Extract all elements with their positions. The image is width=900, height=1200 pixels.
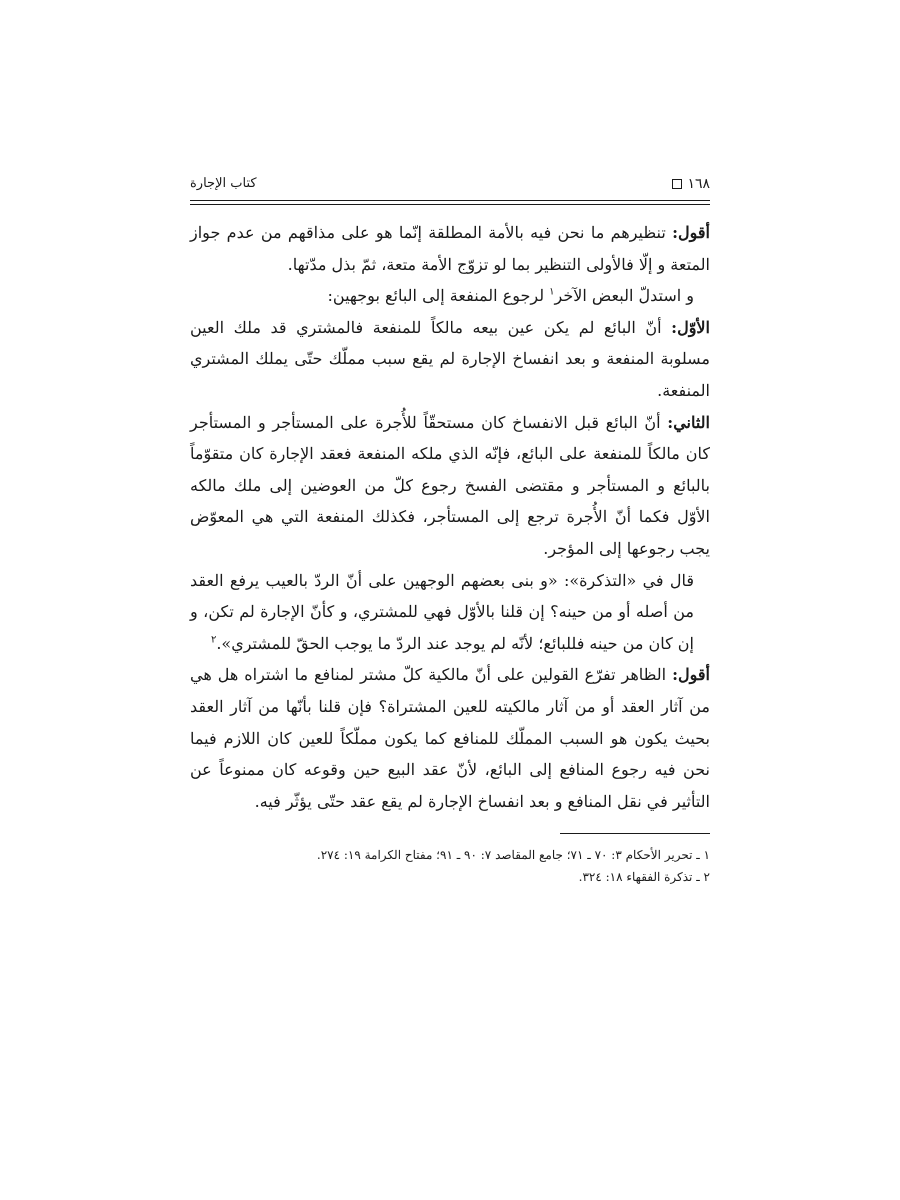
- paragraph-6: [190, 659, 710, 817]
- footnote-1: ١ ـ تحرير الأحكام ٣: ٧٠ ـ ٧١؛ جامع المقاصد ٧: ٩٠ ـ ٩١؛ مفتاح الكرامة ١٩: ٢٧٤.: [316, 848, 710, 863]
- book-title: كتاب الإجارة: [190, 176, 257, 191]
- page-number: ١٦٨: [687, 176, 710, 192]
- square-icon: [672, 179, 682, 189]
- paragraph-4: [190, 407, 710, 565]
- term-second: الثاني:: [667, 412, 710, 432]
- footnote-2: ٢ ـ تذكرة الفقهاء ١٨: ٣٢٤.: [578, 870, 710, 885]
- paragraph-5: [190, 565, 710, 660]
- footnotes: [190, 844, 710, 888]
- paragraph-1-text: تنظيرهم ما نحن فيه بالأمة المطلقة إنّما هو على مذاقهم من عدم جواز المتعة و إلّا فالأولى التنظير بما لو تزوّج الأمة متعة، ثمّ بذل مدّتها.: [190, 223, 710, 274]
- term-aqul-1: أقول:: [672, 223, 710, 242]
- paragraph-2-text: و استدلّ البعض الآخر: [554, 286, 694, 306]
- running-header: [190, 170, 710, 200]
- paragraph-1: [190, 217, 710, 280]
- paragraph-3: [190, 312, 710, 407]
- header-double-rule: [190, 200, 710, 205]
- paragraph-2: [190, 280, 710, 312]
- main-text: [190, 217, 710, 817]
- term-aqul-2: أقول:: [672, 665, 710, 685]
- paragraph-3-text: أنّ البائع لم يكن عين بيعه مالكاً للمنفعة فالمشتري قد ملك العين مسلوبة المنفعة و بعد انفساخ الإجارة لم يقع سبب مملّك حتّى يملك المشتري المنفعة.: [190, 317, 710, 400]
- paragraph-6-text: الظاهر تفرّع القولين على أنّ مالكية كلّ مشتر لمنافع ما اشتراه هل هي من آثار العقد أو من آثار مالكيته للعين المشتراة؟ فإن قلنا بأنّها من آثار العقد بحيث يكون هو السبب المملّك للمنافع كما يكون مملّكاً للعين كان اللازم فيما نحن فيه رجوع المنافع إلى البائع، لأنّ عقد البيع حين وقوعه كان ممنوعاً عن التأثير في نقل المنافع و بعد انفساخ الإجارة لم يقع عقد حتّى يؤثّر فيه.: [190, 665, 710, 811]
- page: [190, 170, 710, 888]
- footnote-ref-2: ٢: [210, 634, 217, 646]
- page-number-group: [672, 176, 710, 192]
- paragraph-5-text: قال في «التذكرة»: «و بنى بعضهم الوجهين على أنّ الردّ بالعيب يرفع العقد من أصله أو من حينه؟ إن قلنا بالأوّل فهي للمشتري، و كأنّ الإجارة لم تكن، و إن كان من حينه فللبائع؛ لأنّه لم يوجد عند الردّ ما يوجب الحقّ للمشتري».: [190, 570, 694, 653]
- paragraph-2-text-after: لرجوع المنفعة إلى البائع بوجهين:: [327, 286, 550, 306]
- footnote-ref-1: ١: [549, 286, 555, 298]
- paragraph-4-text: أنّ البائع قبل الانفساخ كان مستحقّاً للأُجرة على المستأجر و المستأجر كان مالكاً للمنفعة على البائع، فإنّه الذي ملكه المنفعة فعقد الإجارة كان متقوّماً بالبائع و المستأجر و مقتضى الفسخ رجوع كلّ من العوضين إلى ملك مالكه الأوّل فكما أنّ الأُجرة ترجع إلى المستأجر، فكذلك المنفعة التي هي المعوّض يجب رجوعها إلى المؤجر.: [190, 412, 710, 558]
- footnote-separator: [560, 833, 710, 834]
- term-first: الأوّل:: [671, 317, 710, 337]
